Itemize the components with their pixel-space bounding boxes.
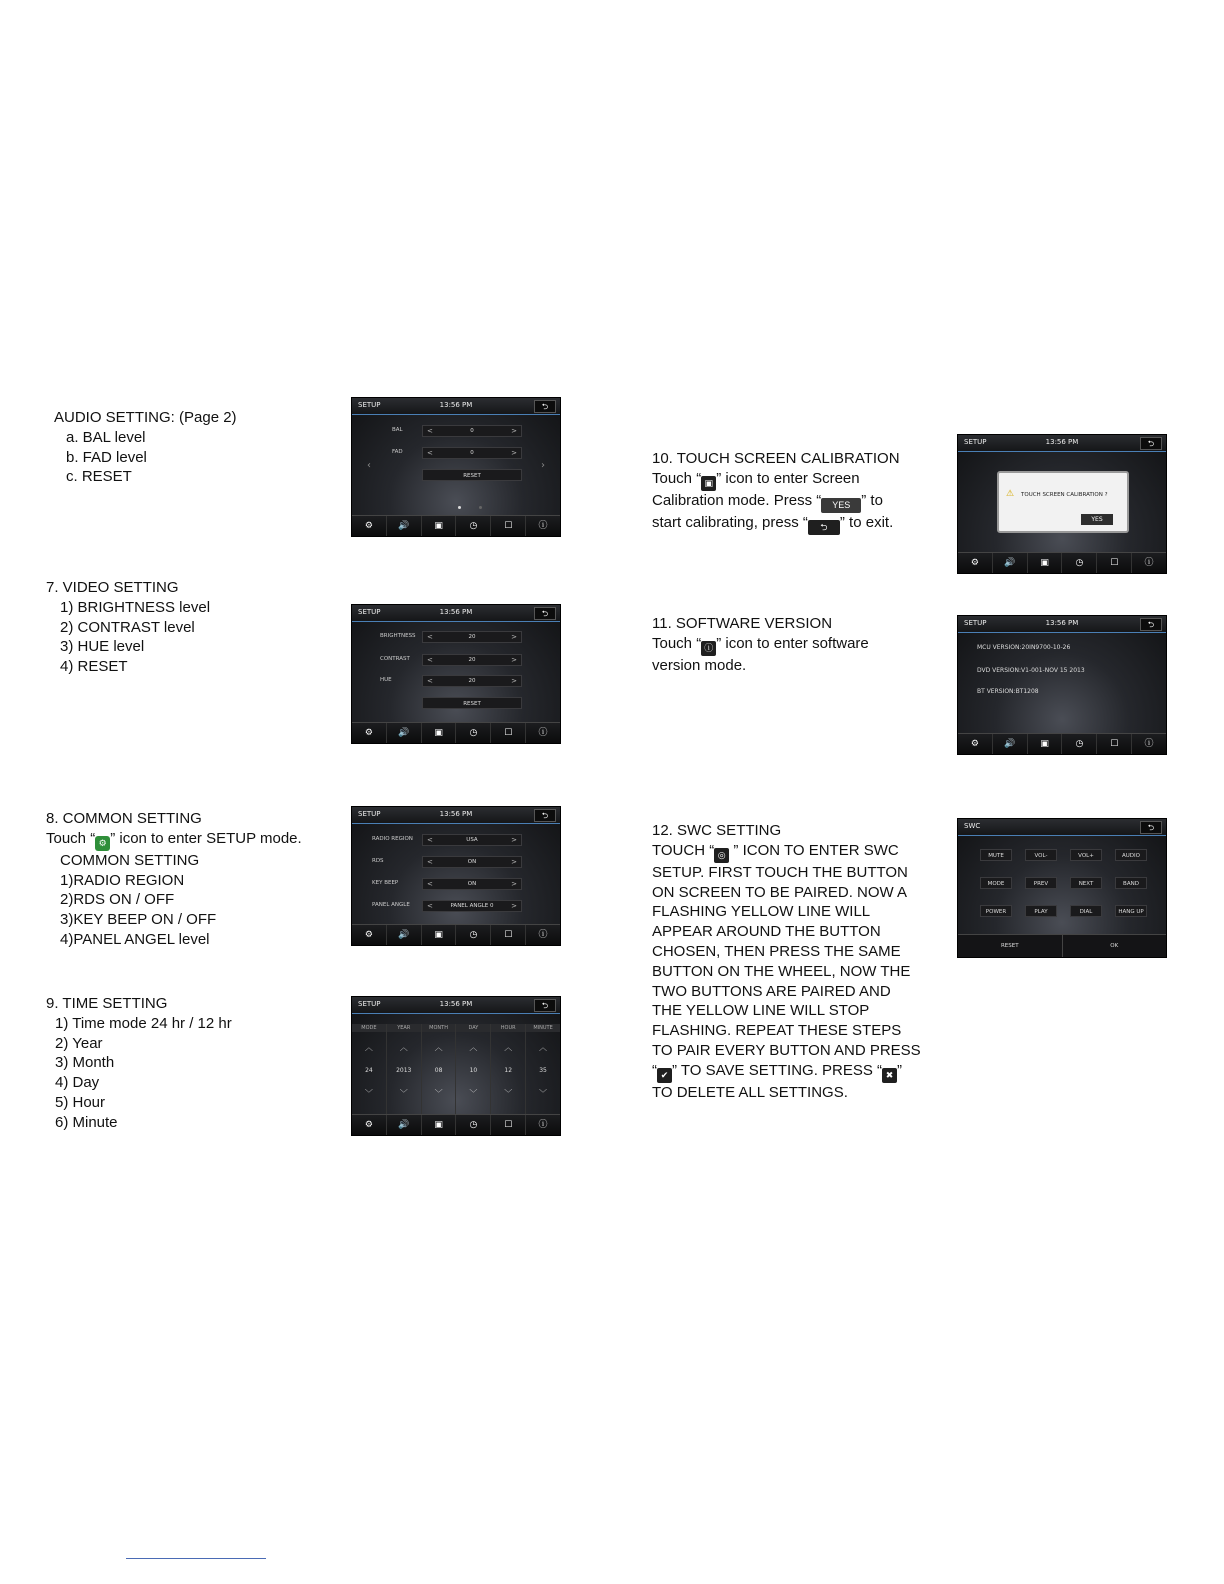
info-icon[interactable]: ⓘ: [525, 925, 560, 945]
common-item: 1)RADIO REGION: [60, 871, 185, 889]
yes-button-image: YES: [821, 498, 861, 513]
software-screen: [957, 615, 1167, 755]
value-control[interactable]: < USA >: [422, 834, 522, 846]
swc-button[interactable]: MUTE: [980, 849, 1012, 861]
speaker-icon[interactable]: 🔊: [386, 516, 421, 536]
gear-icon[interactable]: ⚙: [364, 1120, 373, 1130]
back-icon: ⮌: [808, 520, 840, 535]
gear-icon[interactable]: ⚙: [364, 930, 373, 940]
screen-icon[interactable]: ▣: [421, 1115, 456, 1135]
video-item: 4) RESET: [60, 658, 128, 676]
time-item: 6) Minute: [55, 1113, 118, 1131]
info-icon[interactable]: ⓘ: [525, 516, 560, 536]
calib-title: 10. TOUCH SCREEN CALIBRATION: [652, 450, 900, 467]
software-title: 11. SOFTWARE VERSION: [652, 615, 833, 632]
bottom-dock: [352, 722, 560, 743]
calibration-screen: [957, 434, 1167, 574]
swc-line: TO DELETE ALL SETTINGS.: [652, 1083, 848, 1101]
window-icon[interactable]: ☐: [490, 723, 525, 743]
swc-button[interactable]: DIAL: [1070, 905, 1102, 917]
time-column: YEAR ︿ 2013 ﹀: [387, 1024, 422, 1115]
speaker-icon[interactable]: 🔊: [992, 734, 1027, 754]
down-arrow-icon[interactable]: ﹀: [399, 1089, 408, 1098]
speaker-icon[interactable]: 🔊: [992, 553, 1027, 573]
swc-button[interactable]: HANG UP: [1115, 905, 1147, 917]
swc-button[interactable]: VOL-: [1025, 849, 1057, 861]
swc-line: FLASHING YELLOW LINE WILL: [652, 903, 871, 921]
swc-button[interactable]: BAND: [1115, 877, 1147, 889]
value-control[interactable]: < 20 >: [422, 631, 522, 643]
swc-line: “ ✔ ” TO SAVE SETTING. PRESS “ ✖ ”: [652, 1061, 921, 1083]
time-title: 9. TIME SETTING: [46, 995, 168, 1012]
bottom-dock: [352, 924, 560, 945]
swc-line: FLASHING. REPEAT THESE STEPS: [652, 1022, 902, 1040]
screen-icon[interactable]: ▣: [421, 925, 456, 945]
screen-icon[interactable]: ▣: [421, 516, 456, 536]
up-arrow-icon[interactable]: ︿: [364, 1043, 373, 1052]
bottom-dock: [958, 733, 1166, 754]
speaker-icon[interactable]: 🔊: [386, 723, 421, 743]
up-arrow-icon[interactable]: ︿: [469, 1043, 478, 1052]
calib-line: start calibrating, press “ ⮌ ” to exit.: [652, 513, 900, 535]
swc-button[interactable]: AUDIO: [1115, 849, 1147, 861]
common-screen: [351, 806, 561, 946]
back-icon[interactable]: ⮌: [1140, 618, 1162, 631]
swc-footer: [958, 934, 1166, 957]
time-item: 1) Time mode 24 hr / 12 hr: [55, 1014, 232, 1032]
common-touch-line: Touch “ ⚙ ” icon to enter SETUP mode.: [46, 829, 302, 851]
software-line: version mode.: [652, 656, 747, 674]
clock-icon[interactable]: ◷: [1061, 734, 1096, 754]
time-item: 5) Hour: [55, 1093, 106, 1111]
back-icon[interactable]: ⮌: [534, 400, 556, 413]
clock: 13:56 PM: [1045, 438, 1079, 446]
swc-button[interactable]: NEXT: [1070, 877, 1102, 889]
calibration-icon: ▣: [701, 476, 716, 491]
back-icon[interactable]: ⮌: [534, 999, 556, 1012]
software-section: [652, 614, 869, 676]
screen-label: SETUP: [358, 1000, 381, 1008]
version-line: BT VERSION:BT1208: [977, 688, 1039, 695]
swc-button[interactable]: PLAY: [1025, 905, 1057, 917]
setting-row: BRIGHTNESS < 20 >: [380, 631, 522, 643]
info-icon[interactable]: ⓘ: [1131, 553, 1166, 573]
swc-line: ON SCREEN TO BE PAIRED. NOW A: [652, 883, 908, 901]
swc-button[interactable]: VOL+: [1070, 849, 1102, 861]
swc-line: CHOSEN, THEN PRESS THE SAME: [652, 942, 901, 960]
reset-button[interactable]: RESET: [958, 935, 1063, 957]
video-setting-section: [46, 578, 210, 677]
bottom-dock: [352, 1114, 560, 1135]
ok-button[interactable]: OK: [1110, 943, 1119, 949]
bottom-dock: [958, 552, 1166, 573]
time-column: MODE ︿ 24 ﹀: [352, 1024, 387, 1115]
up-arrow-icon[interactable]: ︿: [399, 1043, 408, 1052]
page-next-icon[interactable]: ›: [541, 460, 545, 471]
time-column: MONTH ︿ 08 ﹀: [422, 1024, 457, 1115]
video-item: 3) HUE level: [60, 638, 145, 656]
title-bar: [352, 605, 560, 622]
video-title: 7. VIDEO SETTING: [46, 579, 179, 596]
page-dot: [479, 506, 482, 509]
value-control[interactable]: < 0 >: [422, 447, 522, 459]
audio-screen: [351, 397, 561, 537]
software-line: Touch “ ⓘ ” icon to enter software: [652, 634, 869, 656]
setup-icon: ⚙: [95, 836, 110, 851]
screen-icon[interactable]: ▣: [1027, 553, 1062, 573]
screen-label: SWC: [964, 822, 981, 830]
window-icon[interactable]: ☐: [490, 516, 525, 536]
swc-line: SETUP. FIRST TOUCH THE BUTTON: [652, 863, 908, 881]
audio-item: b. FAD level: [66, 448, 147, 466]
title-bar: [352, 807, 560, 824]
screen-icon[interactable]: ▣: [1027, 734, 1062, 754]
common-subtitle: COMMON SETTING: [60, 851, 200, 869]
up-arrow-icon[interactable]: ︿: [539, 1043, 548, 1052]
setting-row: RADIO REGION < USA >: [372, 834, 522, 846]
screen-icon[interactable]: ▣: [421, 723, 456, 743]
gear-icon[interactable]: ⚙: [364, 521, 373, 531]
common-setting-section: [46, 809, 302, 950]
back-icon[interactable]: ⮌: [1140, 821, 1162, 834]
value-control[interactable]: < ON >: [422, 856, 522, 868]
screen-label: SETUP: [358, 810, 381, 818]
back-icon[interactable]: ⮌: [1140, 437, 1162, 450]
title-bar: [958, 819, 1166, 836]
video-item: 2) CONTRAST level: [60, 618, 195, 636]
warning-icon: ⚠: [1006, 489, 1015, 499]
swc-line: BUTTON ON THE WHEEL, NOW THE: [652, 962, 911, 980]
up-arrow-icon[interactable]: ︿: [504, 1043, 513, 1052]
time-column: DAY ︿ 10 ﹀: [456, 1024, 491, 1115]
swc-screen: [957, 818, 1167, 958]
common-title: 8. COMMON SETTING: [46, 810, 202, 827]
page-dot-active: [458, 506, 461, 509]
title-bar: [958, 616, 1166, 633]
version-line: MCU VERSION:20IN9700-10-26: [977, 644, 1071, 651]
swc-button[interactable]: PREV: [1025, 877, 1057, 889]
window-icon[interactable]: ☐: [490, 1115, 525, 1135]
footer-link-underline: [126, 1558, 266, 1559]
clock-icon[interactable]: ◷: [455, 1115, 490, 1135]
clock-icon[interactable]: ◷: [455, 925, 490, 945]
time-column: MINUTE ︿ 35 ﹀: [526, 1024, 560, 1115]
gear-icon[interactable]: ⚙: [970, 739, 979, 749]
setting-row: RDS < ON >: [372, 856, 522, 868]
up-arrow-icon[interactable]: ︿: [434, 1043, 443, 1052]
swc-button-grid: [980, 849, 1156, 917]
clock-icon[interactable]: ◷: [455, 516, 490, 536]
video-item: 1) BRIGHTNESS level: [60, 598, 211, 616]
value-control[interactable]: < PANEL ANGLE 0 >: [422, 900, 522, 912]
setting-row: KEY BEEP < ON >: [372, 878, 522, 890]
screen-label: SETUP: [358, 608, 381, 616]
speaker-icon[interactable]: 🔊: [386, 1115, 421, 1135]
down-arrow-icon[interactable]: ﹀: [469, 1089, 478, 1098]
common-item: 4)PANEL ANGEL level: [60, 930, 210, 948]
common-item: 3)KEY BEEP ON / OFF: [60, 911, 217, 929]
swc-line: TWO BUTTONS ARE PAIRED AND: [652, 982, 891, 1000]
swc-title: 12. SWC SETTING: [652, 822, 782, 839]
down-arrow-icon[interactable]: ﹀: [364, 1089, 373, 1098]
audio-setting-section: [54, 408, 237, 487]
clock: 13:56 PM: [439, 401, 473, 409]
window-icon[interactable]: ☐: [1096, 734, 1131, 754]
calib-line: Touch “ ▣ ” icon to enter Screen: [652, 469, 900, 491]
title-bar: [352, 997, 560, 1014]
clock: 13:56 PM: [1045, 619, 1079, 627]
time-item: 4) Day: [55, 1074, 100, 1092]
clock: 13:56 PM: [439, 810, 473, 818]
time-item: 3) Month: [55, 1054, 115, 1072]
gear-icon[interactable]: ⚙: [970, 558, 979, 568]
calibration-section: [652, 449, 900, 535]
audio-item: c. RESET: [66, 468, 132, 486]
swc-line: TOUCH “ ◎ ” ICON TO ENTER SWC: [652, 841, 921, 863]
down-arrow-icon[interactable]: ﹀: [434, 1089, 443, 1098]
swc-button[interactable]: POWER: [980, 905, 1012, 917]
reset-button[interactable]: RESET: [422, 697, 522, 709]
down-arrow-icon[interactable]: ﹀: [539, 1089, 548, 1098]
info-icon[interactable]: ⓘ: [525, 723, 560, 743]
swc-button[interactable]: MODE: [980, 877, 1012, 889]
time-setting-section: [46, 994, 232, 1133]
close-icon: ✖: [882, 1068, 897, 1083]
time-screen: [351, 996, 561, 1136]
clock: 13:56 PM: [439, 1000, 473, 1008]
screen-label: SETUP: [964, 619, 987, 627]
info-icon: ⓘ: [701, 641, 716, 656]
info-icon[interactable]: ⓘ: [525, 1115, 560, 1135]
page-prev-icon[interactable]: ‹: [367, 460, 371, 471]
info-icon[interactable]: ⓘ: [1131, 734, 1166, 754]
swc-line: APPEAR AROUND THE BUTTON: [652, 923, 881, 941]
check-icon: ✔: [657, 1068, 672, 1083]
setting-row: BAL < 0 >: [392, 425, 522, 437]
window-icon[interactable]: ☐: [490, 925, 525, 945]
clock: 13:56 PM: [439, 608, 473, 616]
setting-row: CONTRAST < 20 >: [380, 654, 522, 666]
speaker-icon[interactable]: 🔊: [386, 925, 421, 945]
video-screen: [351, 604, 561, 744]
common-item: 2)RDS ON / OFF: [60, 891, 175, 909]
time-column: HOUR ︿ 12 ﹀: [491, 1024, 526, 1115]
value-control[interactable]: < ON >: [422, 878, 522, 890]
window-icon[interactable]: ☐: [1096, 553, 1131, 573]
clock-icon[interactable]: ◷: [455, 723, 490, 743]
value-control[interactable]: < 20 >: [422, 675, 522, 687]
time-item: 2) Year: [55, 1034, 103, 1052]
gear-icon[interactable]: ⚙: [364, 728, 373, 738]
clock-icon[interactable]: ◷: [1061, 553, 1096, 573]
setting-row: PANEL ANGLE < PANEL ANGLE 0 >: [372, 900, 522, 912]
swc-line: TO PAIR EVERY BUTTON AND PRESS: [652, 1041, 921, 1059]
reset-button[interactable]: RESET: [422, 469, 522, 481]
audio-title: AUDIO SETTING: (Page 2): [54, 409, 237, 426]
screen-label: SETUP: [964, 438, 987, 446]
down-arrow-icon[interactable]: ﹀: [504, 1089, 513, 1098]
title-bar: [352, 398, 560, 415]
audio-item: a. BAL level: [66, 428, 146, 446]
calibration-dialog: ⚠ TOUCH SCREEN CALIBRATION ? YES: [997, 471, 1129, 533]
version-line: DVD VERSION:V1-001-NOV 15 2013: [977, 667, 1085, 674]
title-bar: [958, 435, 1166, 452]
yes-button[interactable]: YES: [1081, 514, 1113, 525]
back-icon[interactable]: ⮌: [534, 809, 556, 822]
swc-section: [652, 821, 921, 1103]
screen-label: SETUP: [358, 401, 381, 409]
swc-line: THE YELLOW LINE WILL STOP: [652, 1002, 870, 1020]
setting-row: HUE < 20 >: [380, 675, 522, 687]
back-icon[interactable]: ⮌: [534, 607, 556, 620]
time-columns: [352, 1024, 560, 1115]
setting-row: FAD < 0 >: [392, 447, 522, 459]
bottom-dock: [352, 515, 560, 536]
steering-wheel-icon: ◎: [714, 848, 729, 863]
value-control[interactable]: < 0 >: [422, 425, 522, 437]
value-control[interactable]: < 20 >: [422, 654, 522, 666]
calib-line: Calibration mode. Press “ YES ” to: [652, 491, 900, 513]
